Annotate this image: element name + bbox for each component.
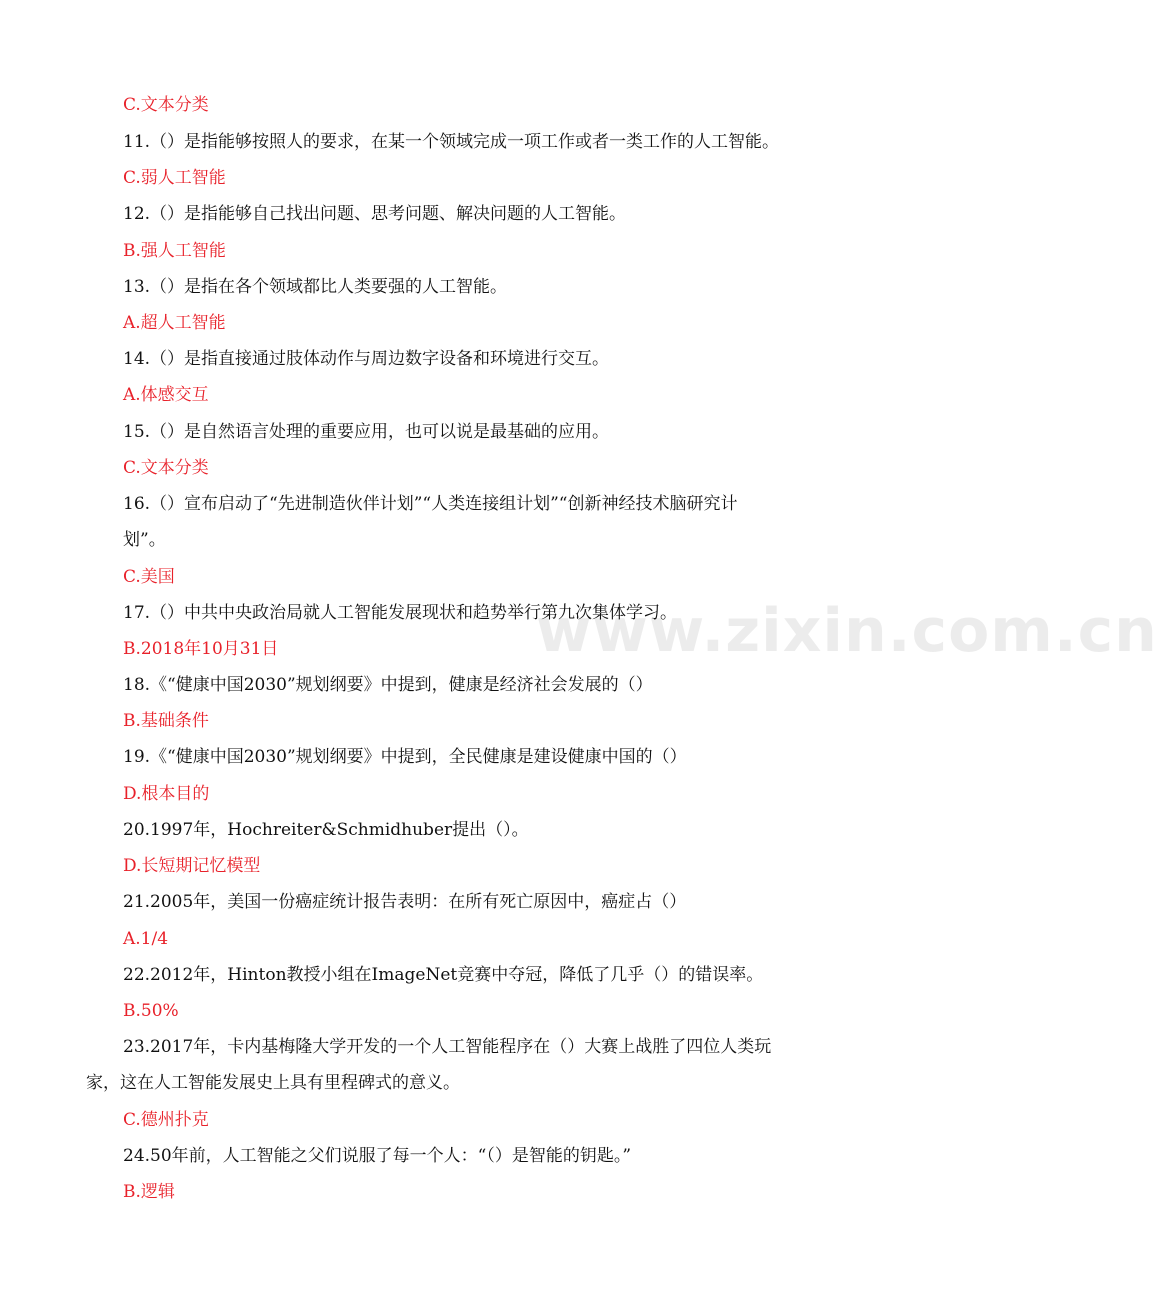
answer-12: B.强人工智能 — [123, 241, 226, 261]
answer-21: A.1/4 — [123, 929, 169, 949]
question-24: 24.50年前，人工智能之父们说服了每一个人：“（）是智能的钥匙。” — [123, 1146, 632, 1166]
answer-18: B.基础条件 — [123, 711, 209, 731]
question-12: 12.（）是指能够自己找出问题、思考问题、解决问题的人工智能。 — [123, 204, 627, 224]
question-21: 21.2005年，美国一份癌症统计报告表明：在所有死亡原因中，癌症占（） — [123, 892, 687, 912]
answer-22: B.50% — [123, 1001, 179, 1021]
answer-17: B.2018年10月31日 — [123, 639, 279, 659]
watermark: www.zixin.com.cn — [536, 596, 1158, 666]
answer-20: D.长短期记忆模型 — [123, 856, 261, 876]
question-11: 11.（）是指能够按照人的要求，在某一个领域完成一项工作或者一类工作的人工智能。 — [123, 132, 780, 152]
question-16-continued: 划”。 — [123, 530, 166, 550]
question-17: 17.（）中共中央政治局就人工智能发展现状和趋势举行第九次集体学习。 — [123, 603, 678, 623]
answer-10: C.文本分类 — [123, 95, 209, 115]
answer-15: C.文本分类 — [123, 458, 209, 478]
question-15: 15.（）是自然语言处理的重要应用，也可以说是最基础的应用。 — [123, 422, 610, 442]
question-16: 16.（）宣布启动了“先进制造伙伴计划”“人类连接组计划”“创新神经技术脑研究计 — [123, 494, 738, 514]
answer-16: C.美国 — [123, 567, 175, 587]
answer-19: D.根本目的 — [123, 784, 210, 804]
question-14: 14.（）是指直接通过肢体动作与周边数字设备和环境进行交互。 — [123, 349, 610, 369]
answer-24: B.逻辑 — [123, 1182, 175, 1202]
question-22: 22.2012年，Hinton教授小组在ImageNet竞赛中夺冠，降低了几乎（）的错误率。 — [123, 965, 764, 985]
question-13: 13.（）是指在各个领域都比人类要强的人工智能。 — [123, 277, 508, 297]
answer-11: C.弱人工智能 — [123, 168, 226, 188]
question-23: 23.2017年，卡内基梅隆大学开发的一个人工智能程序在（）大赛上战胜了四位人类玩 — [123, 1037, 772, 1057]
answer-13: A.超人工智能 — [123, 313, 226, 333]
question-20: 20.1997年，Hochreiter&Schmidhuber提出（）。 — [123, 820, 529, 840]
answer-14: A.体感交互 — [123, 385, 209, 405]
answer-23: C.德州扑克 — [123, 1110, 209, 1130]
question-18: 18.《“健康中国2030”规划纲要》中提到，健康是经济社会发展的（） — [123, 675, 653, 695]
question-19: 19.《“健康中国2030”规划纲要》中提到，全民健康是建设健康中国的（） — [123, 747, 687, 767]
question-23-continued: 家，这在人工智能发展史上具有里程碑式的意义。 — [86, 1073, 460, 1093]
